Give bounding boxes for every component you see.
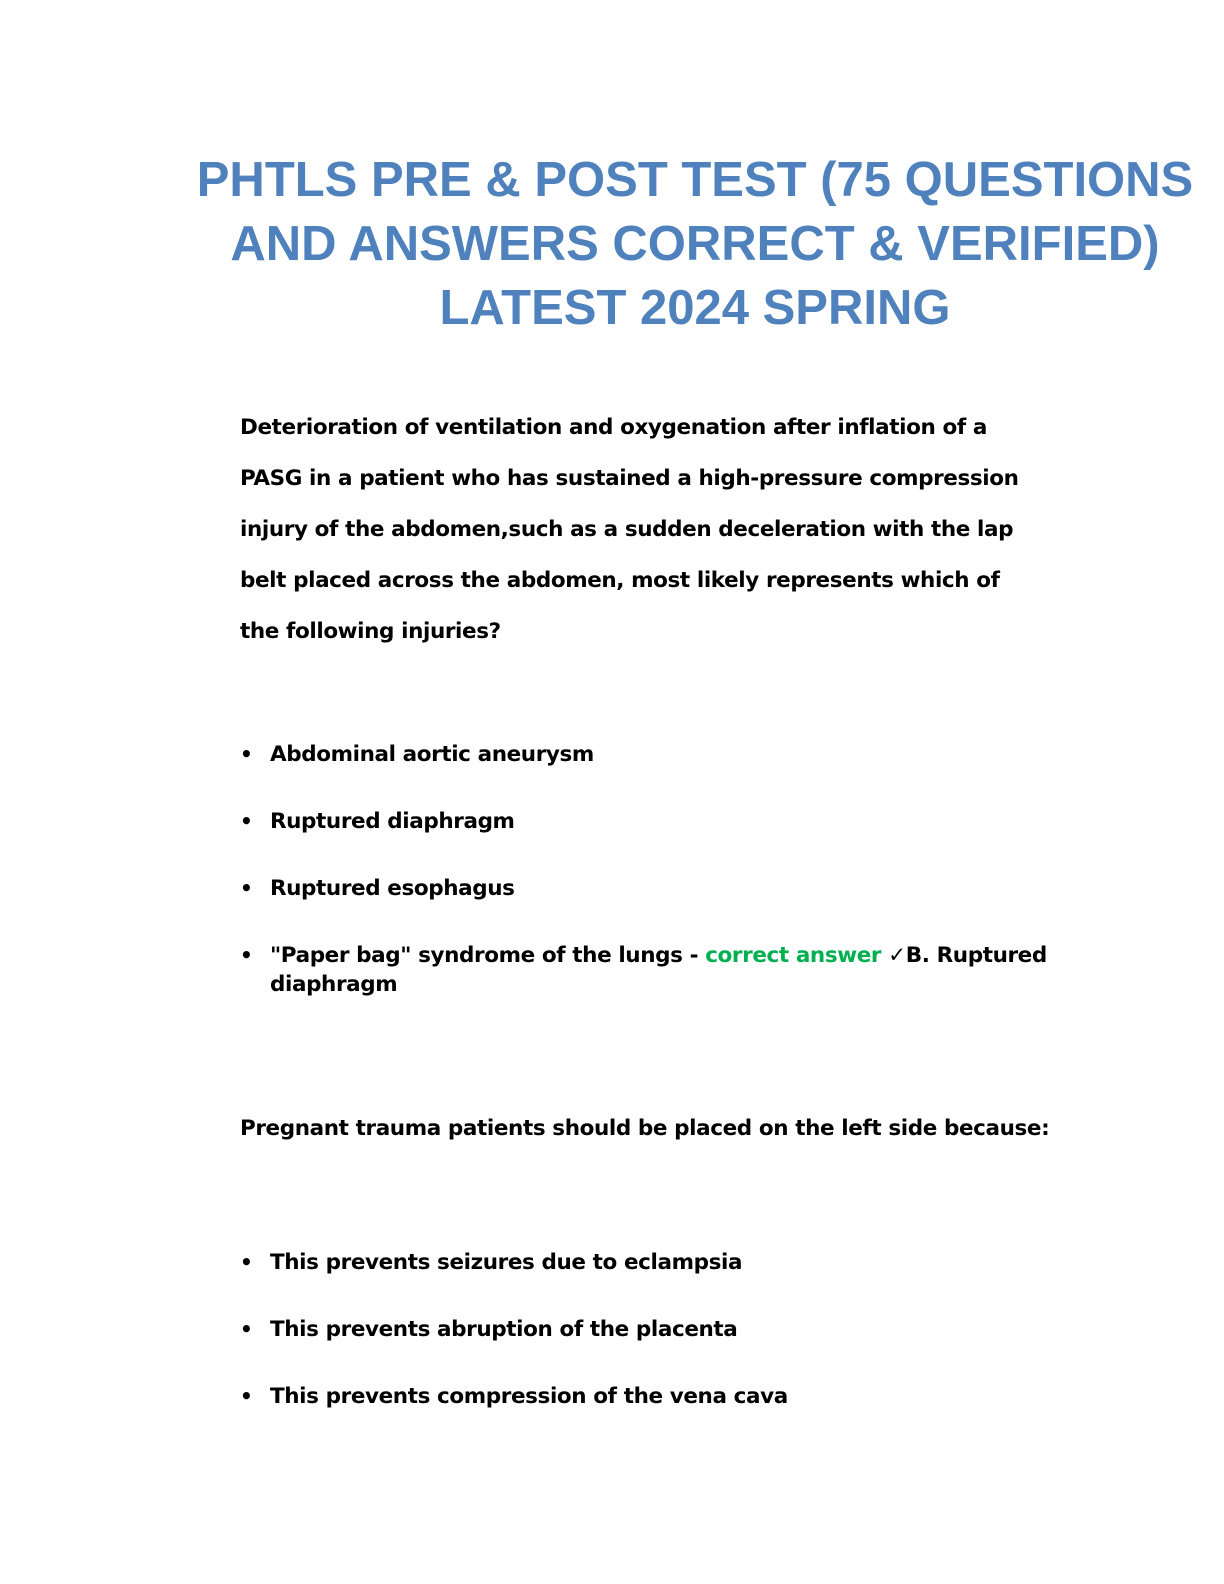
option-text: This prevents seizures due to eclampsia [270, 1250, 743, 1275]
option-text: Ruptured diaphragm [270, 809, 515, 834]
answer-option [240, 1315, 1060, 1344]
correct-answer-label: correct answer [705, 943, 882, 968]
bullet-icon: • [240, 809, 253, 833]
question-line: the following injuries? [240, 619, 501, 644]
question-2-options [240, 1248, 1060, 1449]
title-line: LATEST 2024 SPRING [439, 281, 951, 335]
correct-answer-text: B. Ruptured diaphragm [270, 943, 1047, 997]
option-text: This prevents compression of the vena cava [270, 1384, 788, 1409]
bullet-icon: • [240, 943, 253, 967]
answer-option [240, 874, 1060, 903]
bullet-icon: • [240, 1384, 253, 1408]
question-line: Deterioration of ventilation and oxygenation after inflation of a [240, 415, 987, 440]
answer-option [240, 1382, 1060, 1411]
question-2: Pregnant trauma patients should be placed on the left side because: [240, 1116, 1050, 1141]
title-line: PHTLS PRE & POST TEST (75 QUESTIONS [196, 153, 1194, 207]
question-line: belt placed across the abdomen, most likely represents which of [240, 568, 1000, 593]
question-line: PASG in a patient who has sustained a high-pressure compression [240, 466, 1019, 491]
bullet-icon: • [240, 742, 253, 766]
option-text: Ruptured esophagus [270, 876, 515, 901]
answer-option [240, 941, 1060, 999]
option-text: "Paper bag" syndrome of the lungs - [270, 943, 706, 968]
option-text: Abdominal aortic aneurysm [270, 742, 594, 767]
checkmark-icon: ✓ [888, 943, 906, 968]
option-text: This prevents abruption of the placenta [270, 1317, 738, 1342]
answer-option [240, 807, 1060, 836]
question-1 [240, 402, 1040, 657]
bullet-icon: • [240, 1250, 253, 1274]
document-title [150, 148, 1224, 340]
question-1-options [240, 740, 1060, 1037]
title-line: AND ANSWERS CORRECT & VERIFIED) [230, 217, 1160, 271]
question-line: injury of the abdomen,such as a sudden deceleration with the lap [240, 517, 1014, 542]
answer-option [240, 1248, 1060, 1277]
bullet-icon: • [240, 876, 253, 900]
bullet-icon: • [240, 1317, 253, 1341]
answer-option [240, 740, 1060, 769]
